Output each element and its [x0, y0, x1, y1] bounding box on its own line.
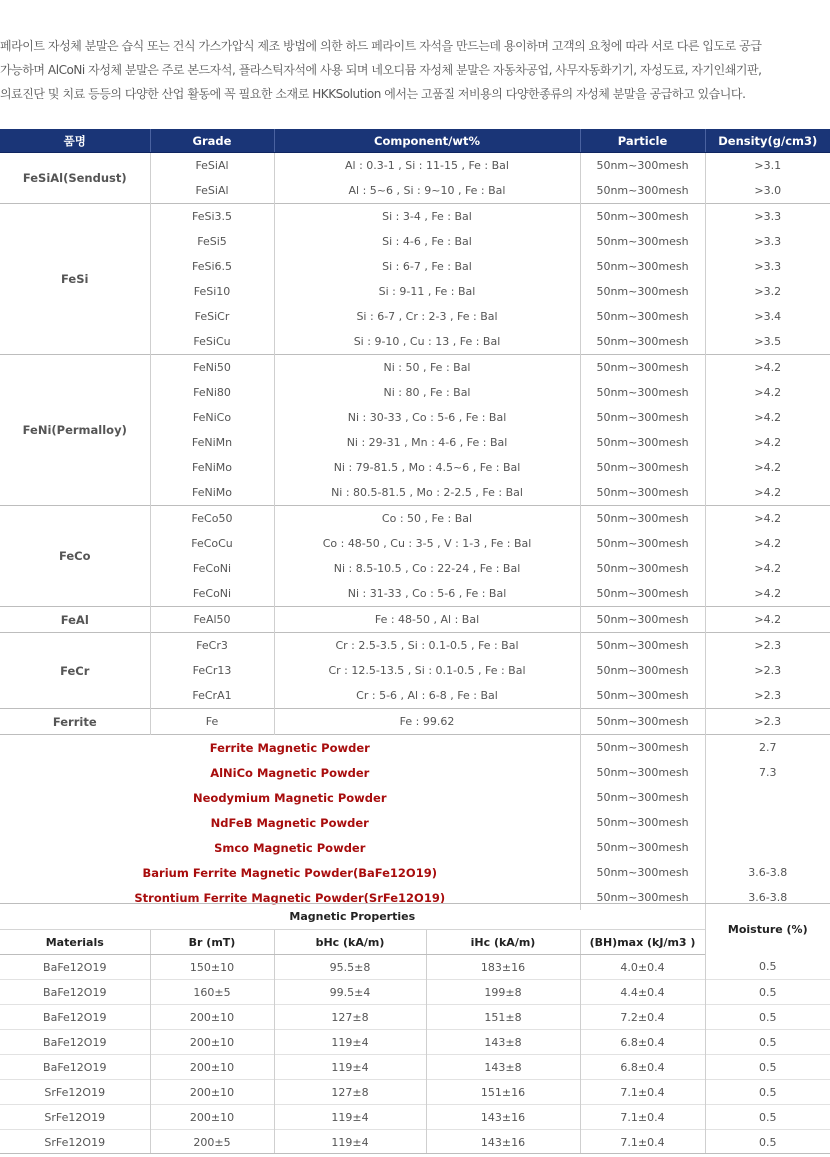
table-row [0, 785, 830, 810]
moisture-cell: 0.5 [705, 1080, 830, 1105]
grade-cell: FeCoNi [150, 581, 274, 607]
density-cell: >4.2 [705, 531, 830, 556]
table-row [0, 709, 830, 735]
particle-cell: 50nm~300mesh [580, 531, 705, 556]
bhmax-cell: 6.8±0.4 [580, 1030, 705, 1055]
density-cell: >2.3 [705, 709, 830, 735]
particle-cell: 50nm~300mesh [580, 581, 705, 607]
component-cell: Ni : 80 , Fe : Bal [274, 380, 580, 405]
grade-cell: FeCo50 [150, 506, 274, 532]
material-cell: SrFe12O19 [0, 1130, 150, 1155]
particle-cell: 50nm~300mesh [580, 860, 705, 885]
table-row [0, 204, 830, 230]
bhmax-cell: 4.4±0.4 [580, 980, 705, 1005]
table-row [0, 735, 830, 761]
density-cell: >3.3 [705, 229, 830, 254]
component-cell: Ni : 31-33 , Co : 5-6 , Fe : Bal [274, 581, 580, 607]
particle-cell: 50nm~300mesh [580, 204, 705, 230]
particle-cell: 50nm~300mesh [580, 480, 705, 506]
component-cell: Ni : 8.5-10.5 , Co : 22-24 , Fe : Bal [274, 556, 580, 581]
powder-name-cell: Strontium Ferrite Magnetic Powder(SrFe12O19) [134, 890, 446, 905]
grade-cell: FeCoCu [150, 531, 274, 556]
ihc-cell: 143±16 [426, 1105, 580, 1130]
magnetic-title-row [0, 904, 830, 930]
component-cell: Ni : 29-31 , Mn : 4-6 , Fe : Bal [274, 430, 580, 455]
table-row [0, 1030, 830, 1055]
ihc-cell: 143±8 [426, 1030, 580, 1055]
table-row [0, 607, 830, 633]
br-cell: 200±5 [150, 1130, 274, 1155]
table-row [0, 506, 830, 532]
density-cell: >2.3 [705, 683, 830, 709]
bhmax-cell: 7.1±0.4 [580, 1130, 705, 1155]
density-cell: 3.6-3.8 [705, 860, 830, 885]
density-cell: >4.2 [705, 480, 830, 506]
component-cell: Co : 50 , Fe : Bal [274, 506, 580, 532]
particle-cell: 50nm~300mesh [580, 760, 705, 785]
header-product-name: 품명 [0, 129, 150, 153]
particle-cell: 50nm~300mesh [580, 885, 705, 910]
table-row [0, 835, 830, 860]
grade-cell: FeNiMo [150, 480, 274, 506]
bhc-cell: 119±4 [274, 1105, 426, 1130]
material-cell: BaFe12O19 [0, 1030, 150, 1055]
grade-cell: FeNi50 [150, 355, 274, 381]
product-name-cell: FeSi [0, 204, 150, 355]
grade-cell: FeSi3.5 [150, 204, 274, 230]
component-cell: Al : 0.3-1 , Si : 11-15 , Fe : Bal [274, 153, 580, 179]
density-cell: >3.0 [705, 178, 830, 204]
particle-cell: 50nm~300mesh [580, 380, 705, 405]
header-bhc: bHc (kA/m) [274, 930, 426, 955]
component-cell: Co : 48-50 , Cu : 3-5 , V : 1-3 , Fe : Bal [274, 531, 580, 556]
particle-cell: 50nm~300mesh [580, 329, 705, 355]
table-row [0, 153, 830, 179]
density-cell: >3.3 [705, 254, 830, 279]
br-cell: 200±10 [150, 1005, 274, 1030]
particle-cell: 50nm~300mesh [580, 304, 705, 329]
table-row [0, 860, 830, 885]
ihc-cell: 143±8 [426, 1055, 580, 1080]
density-cell: >3.5 [705, 329, 830, 355]
magnetic-properties-title: Magnetic Properties [0, 904, 705, 930]
density-cell: 3.6-3.8 [705, 885, 830, 910]
particle-cell: 50nm~300mesh [580, 178, 705, 204]
moisture-cell: 0.5 [705, 1030, 830, 1055]
material-cell: BaFe12O19 [0, 1005, 150, 1030]
bhc-cell: 95.5±8 [274, 955, 426, 980]
magnetic-properties-table [0, 903, 830, 1154]
br-cell: 200±10 [150, 1105, 274, 1130]
header-density: Density(g/cm3) [705, 129, 830, 153]
moisture-cell: 0.5 [705, 980, 830, 1005]
density-cell: >4.2 [705, 581, 830, 607]
density-cell: >4.2 [705, 380, 830, 405]
moisture-cell: 0.5 [705, 1105, 830, 1130]
grade-cell: FeNiMo [150, 455, 274, 480]
table-row [0, 1130, 830, 1155]
powder-spec-table [0, 129, 830, 910]
material-cell: BaFe12O19 [43, 960, 107, 974]
density-cell [705, 785, 830, 810]
bhmax-cell: 6.8±0.4 [580, 1055, 705, 1080]
powder-name-cell: Barium Ferrite Magnetic Powder(BaFe12O19) [142, 865, 437, 880]
table-row [0, 1005, 830, 1030]
powder-spec-body [0, 153, 830, 911]
density-cell: >3.4 [705, 304, 830, 329]
ihc-cell: 183±16 [426, 955, 580, 980]
table-row [0, 810, 830, 835]
density-cell: >2.3 [705, 658, 830, 683]
magnetic-properties-body [0, 955, 830, 1155]
density-cell: 7.3 [705, 760, 830, 785]
grade-cell: Fe [150, 709, 274, 735]
header-moisture: Moisture (%) [705, 904, 830, 955]
grade-cell: FeAl50 [150, 607, 274, 633]
ihc-cell: 143±16 [426, 1130, 580, 1155]
grade-cell: FeCr13 [150, 658, 274, 683]
component-cell: Cr : 5-6 , Al : 6-8 , Fe : Bal [274, 683, 580, 709]
grade-cell: FeCr3 [150, 633, 274, 659]
component-cell: Si : 6-7 , Fe : Bal [274, 254, 580, 279]
particle-cell: 50nm~300mesh [580, 355, 705, 381]
particle-cell: 50nm~300mesh [580, 607, 705, 633]
table-row [0, 1080, 830, 1105]
table-row [0, 760, 830, 785]
table-row [0, 955, 830, 980]
material-cell: SrFe12O19 [0, 1105, 150, 1130]
powder-name-cell: NdFeB Magnetic Powder [210, 815, 369, 830]
br-cell: 200±10 [150, 1030, 274, 1055]
bhmax-cell: 7.1±0.4 [580, 1105, 705, 1130]
grade-cell: FeCoNi [150, 556, 274, 581]
component-cell: Ni : 50 , Fe : Bal [274, 355, 580, 381]
particle-cell: 50nm~300mesh [580, 455, 705, 480]
particle-cell: 50nm~300mesh [580, 633, 705, 659]
grade-cell: FeSi5 [150, 229, 274, 254]
bhmax-cell: 7.2±0.4 [580, 1005, 705, 1030]
particle-cell: 50nm~300mesh [580, 735, 705, 761]
header-grade: Grade [150, 129, 274, 153]
table-row [0, 633, 830, 659]
grade-cell: FeSiCu [150, 329, 274, 355]
material-cell: SrFe12O19 [0, 1080, 150, 1105]
particle-cell: 50nm~300mesh [580, 279, 705, 304]
particle-cell: 50nm~300mesh [580, 506, 705, 532]
br-cell: 160±5 [150, 980, 274, 1005]
header-component: Component/wt% [274, 129, 580, 153]
table-row [0, 1105, 830, 1130]
grade-cell: FeNiCo [150, 405, 274, 430]
particle-cell: 50nm~300mesh [580, 810, 705, 835]
product-name-cell: FeCr [0, 633, 150, 709]
density-cell: >3.3 [705, 204, 830, 230]
grade-cell: FeSiCr [150, 304, 274, 329]
br-cell: 200±10 [150, 1055, 274, 1080]
grade-cell: FeSi10 [150, 279, 274, 304]
intro-paragraph [0, 34, 830, 106]
table-row [0, 1055, 830, 1080]
component-cell: Ni : 80.5-81.5 , Mo : 2-2.5 , Fe : Bal [274, 480, 580, 506]
density-cell: >4.2 [705, 430, 830, 455]
component-cell: Ni : 79-81.5 , Mo : 4.5~6 , Fe : Bal [274, 455, 580, 480]
grade-cell: FeSiAl [150, 153, 274, 179]
density-cell: >4.2 [705, 556, 830, 581]
density-cell: 2.7 [705, 735, 830, 761]
moisture-cell: 0.5 [705, 1130, 830, 1155]
density-cell: >3.1 [705, 153, 830, 179]
density-cell [705, 810, 830, 835]
ihc-cell: 151±16 [426, 1080, 580, 1105]
powder-name-cell: Neodymium Magnetic Powder [193, 790, 387, 805]
bhc-cell: 127±8 [274, 1005, 426, 1030]
table-row [0, 355, 830, 381]
bhc-cell: 119±4 [274, 1130, 426, 1155]
density-cell: >4.2 [705, 355, 830, 381]
material-cell: BaFe12O19 [0, 1055, 150, 1080]
particle-cell: 50nm~300mesh [580, 153, 705, 179]
component-cell: Ni : 30-33 , Co : 5-6 , Fe : Bal [274, 405, 580, 430]
particle-cell: 50nm~300mesh [580, 405, 705, 430]
component-cell: Cr : 12.5-13.5 , Si : 0.1-0.5 , Fe : Bal [274, 658, 580, 683]
bhc-cell: 119±4 [274, 1030, 426, 1055]
intro-line: 페라이트 자성체 분말은 습식 또는 건식 가스가압식 제조 방법에 의한 하드 페라이트 자석을 만드는데 용이하며 고객의 요청에 따라 서로 다른 입도로 공급 [0, 39, 762, 53]
grade-cell: FeSiAl [150, 178, 274, 204]
ihc-cell: 151±8 [426, 1005, 580, 1030]
intro-line: 가능하며 AlCoNi 자성체 분말은 주로 본드자석, 플라스틱자석에 사용 되며 네오디뮴 자성체 분말은 자동차공업, 사무자동화기기, 자성도료, 자기인쇄기판, [0, 63, 762, 77]
intro-line: 의료진단 및 치료 등등의 다양한 산업 활동에 꼭 필요한 소재로 HKKSolution 에서는 고품질 저비용의 다양한종류의 자성체 분말을 공급하고 있습니다. [0, 87, 746, 101]
product-name-cell: FeNi(Permalloy) [0, 355, 150, 506]
component-cell: Fe : 99.62 [274, 709, 580, 735]
bhmax-cell: 7.1±0.4 [580, 1080, 705, 1105]
moisture-cell: 0.5 [705, 1005, 830, 1030]
density-cell [705, 835, 830, 860]
density-cell: >2.3 [705, 633, 830, 659]
grade-cell: FeNi80 [150, 380, 274, 405]
particle-cell: 50nm~300mesh [580, 229, 705, 254]
grade-cell: FeCrA1 [150, 683, 274, 709]
particle-cell: 50nm~300mesh [580, 683, 705, 709]
powder-name-cell: Smco Magnetic Powder [214, 840, 366, 855]
component-cell: Si : 4-6 , Fe : Bal [274, 229, 580, 254]
density-cell: >4.2 [705, 607, 830, 633]
product-name-cell: FeAl [0, 607, 150, 633]
particle-cell: 50nm~300mesh [580, 835, 705, 860]
particle-cell: 50nm~300mesh [580, 785, 705, 810]
component-cell: Cr : 2.5-3.5 , Si : 0.1-0.5 , Fe : Bal [274, 633, 580, 659]
powder-name-cell: AlNiCo Magnetic Powder [210, 765, 370, 780]
grade-cell: FeNiMn [150, 430, 274, 455]
header-materials: Materials [0, 930, 150, 955]
bhc-cell: 99.5±4 [274, 980, 426, 1005]
product-name-cell: FeCo [0, 506, 150, 607]
density-cell: >4.2 [705, 455, 830, 480]
moisture-cell: 0.5 [705, 1055, 830, 1080]
particle-cell: 50nm~300mesh [580, 658, 705, 683]
bhc-cell: 119±4 [274, 1055, 426, 1080]
table-row [0, 980, 830, 1005]
particle-cell: 50nm~300mesh [580, 254, 705, 279]
particle-cell: 50nm~300mesh [580, 556, 705, 581]
density-cell: >3.2 [705, 279, 830, 304]
particle-cell: 50nm~300mesh [580, 430, 705, 455]
ihc-cell: 199±8 [426, 980, 580, 1005]
table-bottom-divider [0, 1153, 830, 1154]
density-cell: >4.2 [705, 405, 830, 430]
br-cell: 200±10 [150, 1080, 274, 1105]
header-ihc: iHc (kA/m) [426, 930, 580, 955]
product-name-cell: FeSiAl(Sendust) [0, 153, 150, 204]
density-cell: >4.2 [705, 506, 830, 532]
header-particle: Particle [580, 129, 705, 153]
component-cell: Si : 3-4 , Fe : Bal [274, 204, 580, 230]
bhc-cell: 127±8 [274, 1080, 426, 1105]
moisture-cell: 0.5 [705, 955, 830, 980]
component-cell: Si : 6-7 , Cr : 2-3 , Fe : Bal [274, 304, 580, 329]
particle-cell: 50nm~300mesh [580, 709, 705, 735]
material-cell: BaFe12O19 [0, 980, 150, 1005]
br-cell: 150±10 [150, 955, 274, 980]
header-bhmax: (BH)max (kJ/m3 ) [580, 930, 705, 955]
grade-cell: FeSi6.5 [150, 254, 274, 279]
header-br: Br (mT) [150, 930, 274, 955]
component-cell: Si : 9-10 , Cu : 13 , Fe : Bal [274, 329, 580, 355]
table-header-row [0, 129, 830, 153]
component-cell: Al : 5~6 , Si : 9~10 , Fe : Bal [274, 178, 580, 204]
bhmax-cell: 4.0±0.4 [580, 955, 705, 980]
component-cell: Si : 9-11 , Fe : Bal [274, 279, 580, 304]
powder-name-cell: Ferrite Magnetic Powder [0, 735, 580, 761]
product-name-cell: Ferrite [0, 709, 150, 735]
component-cell: Fe : 48-50 , Al : Bal [274, 607, 580, 633]
